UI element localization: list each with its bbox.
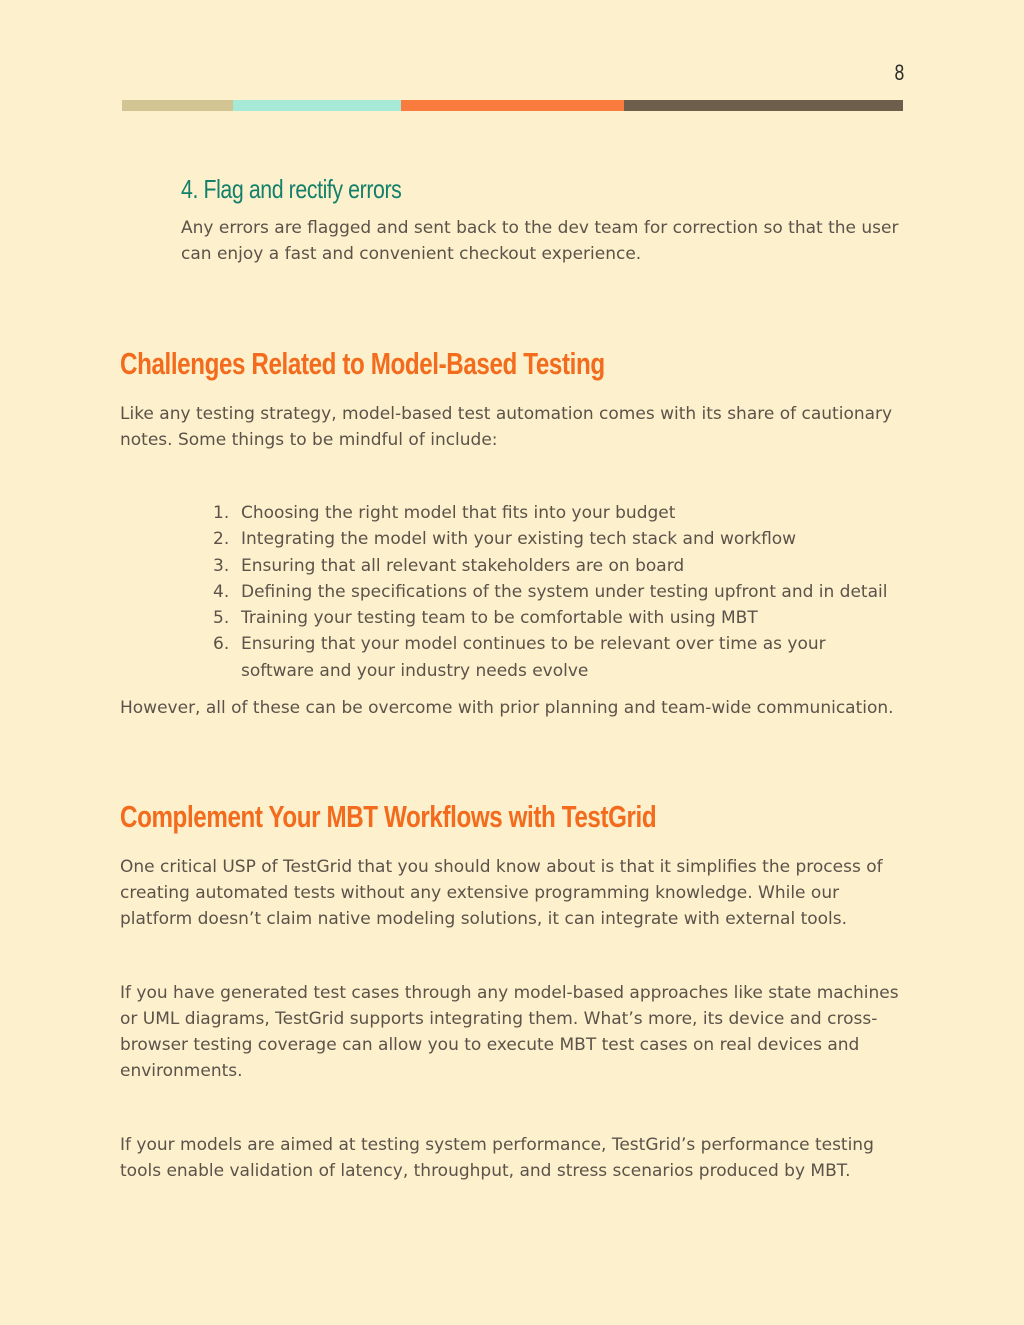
complement-paragraph-3: If your models are aimed at testing system performance, TestGrid’s performance testing tools enable validation of latency, throughput, and stress scenarios produced by MBT. xyxy=(120,1135,874,1181)
list-item-number: 5. xyxy=(213,608,230,629)
challenges-conclusion: However, all of these can be overcome with prior planning and team-wide communication. xyxy=(120,698,894,718)
step-4-text: Any errors are flagged and sent back to the dev team for correction so that the user can enjoy a fast and convenient checkout experience. xyxy=(181,218,899,264)
list-item xyxy=(200,526,900,552)
list-item-text: Ensuring that your model continues to be relevant over time as your software and your industry needs evolve xyxy=(241,634,826,681)
challenges-heading: Challenges Related to Model-Based Testing xyxy=(120,346,605,381)
complement-paragraph-2: If you have generated test cases through any model-based approaches like state machines or UML diagrams, TestGrid supports integrating them. What’s more, its device and cross-browser testing coverage can allow you to execute MBT test cases on real devices and environments. xyxy=(120,983,899,1081)
list-item-text: Integrating the model with your existing tech stack and workflow xyxy=(241,529,797,550)
list-item-text: Choosing the right model that fits into your budget xyxy=(241,503,676,523)
header-color-bar xyxy=(122,100,903,111)
list-item xyxy=(200,605,900,631)
color-bar-segment-1 xyxy=(122,100,233,111)
list-item xyxy=(200,579,900,605)
complement-heading: Complement Your MBT Workflows with TestGrid xyxy=(120,799,657,834)
list-item xyxy=(200,631,900,684)
step-4-heading: 4. Flag and rectify errors xyxy=(181,174,402,204)
color-bar-segment-2 xyxy=(233,100,401,111)
challenges-intro: Like any testing strategy, model-based test automation comes with its share of cautionary notes. Some things to be mindful of include: xyxy=(120,404,893,450)
list-item-number: 4. xyxy=(213,581,230,602)
complement-paragraph-1: One critical USP of TestGrid that you should know about is that it simplifies the process of creating automated tests without any extensive programming knowledge. While our platform doesn’t claim native modeling solutions, it can integrate with external tools. xyxy=(120,857,883,929)
list-item-number: 1. xyxy=(213,503,230,523)
list-item-number: 6. xyxy=(213,634,230,655)
list-item-number: 2. xyxy=(213,529,230,550)
challenges-list xyxy=(200,500,900,684)
list-item-text: Ensuring that all relevant stakeholders are on board xyxy=(241,555,685,576)
list-item xyxy=(200,553,900,579)
color-bar-segment-3 xyxy=(401,100,624,111)
page-number: 8 xyxy=(894,60,904,85)
list-item-text: Defining the specifications of the system under testing upfront and in detail xyxy=(241,581,888,602)
list-item xyxy=(200,500,900,526)
list-item-number: 3. xyxy=(213,555,230,576)
color-bar-segment-4 xyxy=(624,100,903,111)
list-item-text: Training your testing team to be comfortable with using MBT xyxy=(241,608,758,629)
